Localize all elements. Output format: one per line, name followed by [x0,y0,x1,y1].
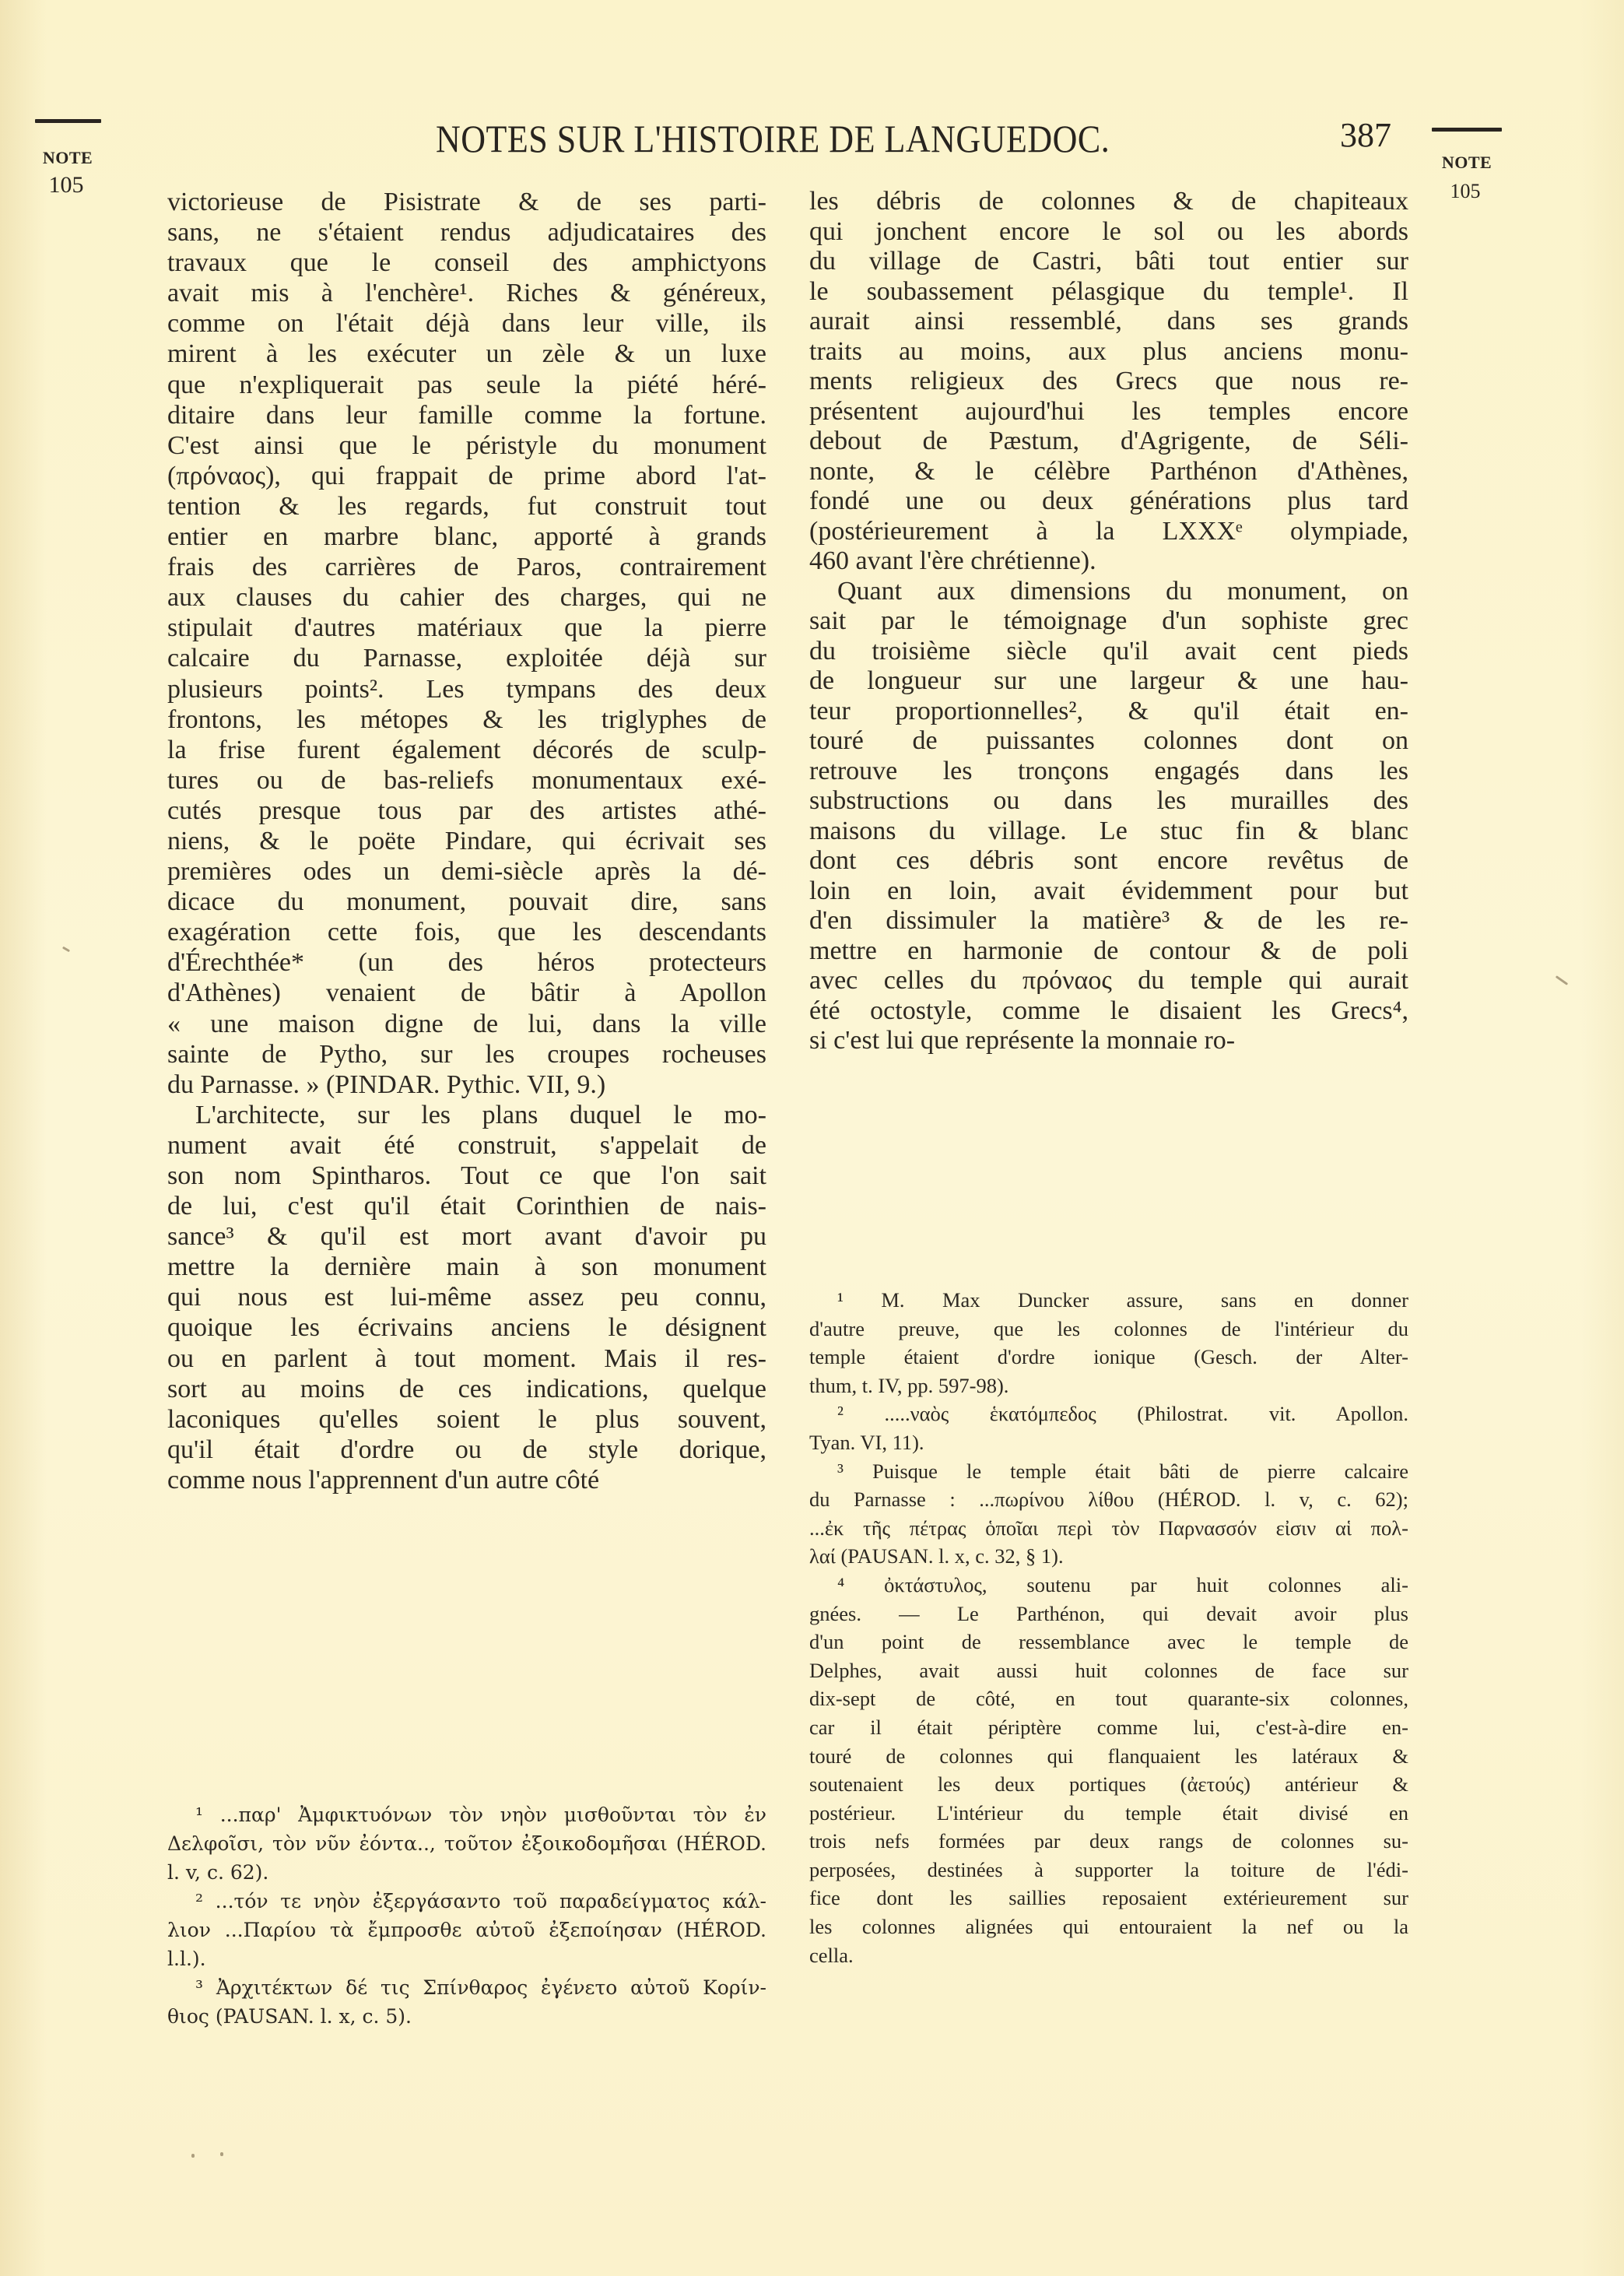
footnote-line: postérieur. L'intérieur du temple était divisé en [809,1800,1408,1825]
body-text-line: calcaire du Parnasse, exploitée déjà sur [167,644,766,673]
footnote-line: ³ Ἀρχιτέκτων δέ τις Σπίνθαρος ἐγένετο αὐτοῦ Κορίν- [195,1976,766,1999]
footnote-line: du Parnasse : ...πωρίνου λίθου (HÉROD. l. v, c. 62); [809,1487,1408,1512]
body-text-line: qui nous est lui-même assez peu connu, [167,1283,766,1312]
paper-speck [62,947,70,953]
body-text-line: maisons du village. Le stuc fin & blanc [809,816,1408,845]
footnote-line: l.l.). [167,1948,206,1970]
body-text-line: dicace du monument, pouvait dire, sans [167,887,766,917]
body-text-line: du troisième siècle qu'il avait cent pieds [809,636,1408,666]
body-text-line: mettre en harmonie de contour & de poli [809,936,1408,965]
body-text-line: que n'expliquerait pas seule la piété héré- [167,370,766,399]
right-margin-note-text: NOTE [1441,153,1492,172]
body-text-line: qui jonchent encore le sol ou les abords [809,216,1408,246]
paper-speck [220,2152,223,2156]
body-text-line: ditaire dans leur famille comme la fortune. [167,400,766,430]
body-text-line: sance³ & qu'il est mort avant d'avoir pu [167,1222,766,1252]
body-text-line: avait mis à l'enchère¹. Riches & généreux, [167,279,766,308]
body-text-line: de lui, c'est qu'il était Corinthien de nais- [167,1192,766,1221]
body-text-line: présentent aujourd'hui les temples encore [809,396,1408,426]
body-text-line: L'architecte, sur les plans duquel le mo- [195,1100,766,1129]
footnote-line: ⁴ ὀκτάστυλος, soutenu par huit colonnes ali- [837,1572,1408,1596]
right-margin-rule [1432,128,1502,132]
body-text-line: travaux que le conseil des amphictyons [167,248,766,278]
footnote-line: soutenaient les deux portiques (ἀετούς) antérieur & [809,1772,1408,1797]
footnote-line: d'un point de ressemblance avec le temple de [809,1630,1408,1654]
body-text-line: tures ou de bas-reliefs monumentaux exé- [167,765,766,795]
left-margin-note-label [33,148,103,168]
body-text-line: loin en loin, avait évidemment pour but [809,876,1408,905]
body-text-line: « une maison digne de lui, dans la ville [167,1009,766,1038]
footnote-line: trois nefs formées par deux rangs de colonnes su- [809,1829,1408,1853]
right-margin-note-label [1432,153,1502,173]
left-footnotes [167,1800,766,2031]
body-text-line: avec celles du πρόναος du temple qui aurait [809,966,1408,995]
body-text-line: d'Érechthée* (un des héros protecteurs [167,948,766,978]
body-text-line: teur proportionnelles², & qu'il était en- [809,696,1408,725]
body-text-line: (postérieurement à la LXXXᵉ olympiade, [809,516,1408,546]
footnote-line: temple étaient d'ordre ionique (Gesch. der Alter- [809,1345,1408,1369]
footnote-line: gnées. — Le Parthénon, qui devait avoir plus [809,1601,1408,1625]
body-text-line: comme nous l'apprennent d'un autre côté [167,1465,600,1495]
body-text-line: substructions ou dans les murailles des [809,786,1408,815]
body-text-line: son nom Spintharos. Tout ce que l'on sait [167,1161,766,1190]
footnote-line: Δελφοῖσι, τὸν νῦν ἐόντα.., τοῦτον ἐξοικοδομῆσαι (HÉROD. [167,1832,766,1855]
footnote-line: ...ἐκ τῆς πέτρας ὁποῖαι περὶ τὸν Παρνασσόν εἰσιν αἱ πολ- [809,1516,1408,1540]
body-text-line: mettre la dernière main à son monument [167,1252,766,1282]
body-text-line: victorieuse de Pisistrate & de ses parti- [167,188,766,216]
body-text-line: frais des carrières de Paros, contrairement [167,553,766,582]
right-footnotes [809,1286,1408,1969]
body-text-line: ments religieux des Grecs que nous re- [809,367,1408,395]
body-text-line: les débris de colonnes & de chapiteaux [809,187,1408,216]
body-text-line: du village de Castri, bâti tout entier sur [809,247,1408,276]
body-text-line: frontons, les métopes & les triglyphes de [167,704,766,734]
footnote-line: ² .....ναὸς ἑκατόμπεδος (Philostrat. vit. Apollon. [837,1402,1408,1426]
body-text-line: 460 avant l'ère chrétienne). [809,546,1096,575]
body-text-line: premières odes un demi-siècle après la dé- [167,857,766,887]
footnote-line: ¹ ...παρ' Ἀμφικτυόνων τὸν νηὸν μισθοῦνται τὸν ἐν [195,1804,766,1826]
body-text-line: d'en dissimuler la matière³ & de les re- [809,906,1408,935]
paper-speck [1556,975,1568,985]
body-text-line: sans, ne s'étaient rendus adjudicataires des [167,218,766,248]
body-text-line: C'est ainsi que le péristyle du monument [167,430,766,460]
body-text-line: de longueur sur une largeur & une hau- [809,666,1408,695]
body-text-line: dont ces débris sont encore revêtus de [809,846,1408,875]
footnote-line: λιον ...Παρίου τὰ ἔμπροσθε αὐτοῦ ἐξεποίησαν (HÉROD. [167,1919,766,1941]
body-text-line: mirent à les exécuter un zèle & un luxe [167,339,766,369]
body-text-line: comme on l'était déjà dans leur ville, ils [167,309,766,339]
footnote-line: θιος (PAUSAN. l. x, c. 5). [167,2005,412,2028]
body-text-line: debout de Pæstum, d'Agrigente, de Séli- [809,427,1408,455]
body-text-line: stipulait d'autres matériaux que la pierre [167,613,766,643]
running-header-title: NOTES SUR L'HISTOIRE DE LANGUEDOC. [436,118,1110,160]
body-text-line: aurait ainsi ressemblé, dans ses grands [809,307,1408,335]
footnote-line: ¹ M. Max Duncker assure, sans en donner [837,1288,1408,1312]
body-text-line: d'Athènes) venaient de bâtir à Apollon [167,978,766,1008]
footnote-line: ² ...τόν τε νηὸν ἐξεργάσαντο τοῦ παραδείγματος κάλ- [195,1890,766,1912]
body-text-line: fondé une ou deux générations plus tard [809,486,1408,515]
body-text-line: été octostyle, comme le disaient les Grecs⁴, [809,996,1408,1025]
footnote-line: d'autre preuve, que les colonnes de l'intérieur du [809,1316,1408,1340]
body-text-line: quoique les écrivains anciens le désignent [167,1313,766,1343]
body-text-line: qu'il était d'ordre ou de style dorique, [167,1435,766,1464]
body-text-line: retrouve les tronçons engagés dans les [809,756,1408,785]
body-text-line: touré de puissantes colonnes dont on [809,726,1408,755]
footnote-line: dix-sept de côté, en tout quarante-six colonnes, [809,1687,1408,1711]
body-text-line: tention & les regards, fut construit tout [167,491,766,521]
body-text-line: (πρόναος), qui frappait de prime abord l'at- [167,461,766,490]
footnote-line: cella. [809,1943,854,1967]
footnote-line: Delphes, avait aussi huit colonnes de face sur [809,1658,1408,1682]
body-text-line: nonte, & le célèbre Parthénon d'Athènes, [809,456,1408,486]
footnote-line: car il était périptère comme lui, c'est-à-dire en- [809,1715,1408,1739]
footnote-line: fice dont les saillies reposaient extérieurement sur [809,1886,1408,1910]
footnote-line: λαί (PAUSAN. l. x, c. 32, § 1). [809,1544,1064,1568]
body-text-line: niens, & le poëte Pindare, qui écrivait ses [167,826,766,855]
left-margin-note-number: 105 [48,172,84,198]
right-margin-note-number: 105 [1450,180,1481,202]
body-text-line: ou en parlent à tout moment. Mais il res- [167,1343,766,1373]
body-text-line: sait par le témoignage d'un sophiste grec [809,606,1408,635]
left-margin-rule [35,119,101,123]
footnote-line: l. v, c. 62). [167,1861,269,1884]
body-text-line: sainte de Pytho, sur les croupes rocheuses [167,1039,766,1069]
footnote-line: ³ Puisque le temple était bâti de pierre calcaire [837,1459,1408,1483]
body-text-line: aux clauses du cahier des charges, qui ne [167,583,766,613]
body-text-line: exagération cette fois, que les descendants [167,918,766,947]
body-text-line: si c'est lui que représente la monnaie ro- [809,1026,1236,1055]
body-text-line: du Parnasse. » (PINDAR. Pythic. VII, 9.) [167,1070,606,1099]
body-text-line: nument avait été construit, s'appelait de [167,1130,766,1160]
body-text-line: la frise furent également décorés de sculp- [167,735,766,764]
footnote-line: perposées, destinées à supporter la toiture de l'édi- [809,1857,1408,1881]
left-body-column [167,187,766,1495]
body-text-line: Quant aux dimensions du monument, on [837,576,1408,606]
body-text-line: sort au moins de ces indications, quelque [167,1374,766,1403]
body-text-line: laconiques qu'elles soient le plus souvent, [167,1404,766,1434]
left-margin-note-text: NOTE [42,148,93,167]
footnote-line: Tyan. VI, 11). [809,1430,924,1454]
footnote-line: les colonnes alignées qui entouraient la nef ou la [809,1915,1408,1939]
body-text-line: traits au moins, aux plus anciens monu- [809,336,1408,366]
page-number: 387 [1340,116,1391,154]
body-text-line: plusieurs points². Les tympans des deux [167,674,766,704]
footnote-line: thum, t. IV, pp. 597-98). [809,1373,1009,1397]
footnote-line: touré de colonnes qui flanquaient les latéraux & [809,1744,1408,1768]
paper-speck [191,2154,195,2158]
body-text-line: entier en marbre blanc, apporté à grands [167,522,766,552]
body-text-line: cutés presque tous par des artistes athé- [167,796,766,825]
right-body-column [809,187,1408,1056]
body-text-line: le soubassement pélasgique du temple¹. Il [809,276,1408,306]
